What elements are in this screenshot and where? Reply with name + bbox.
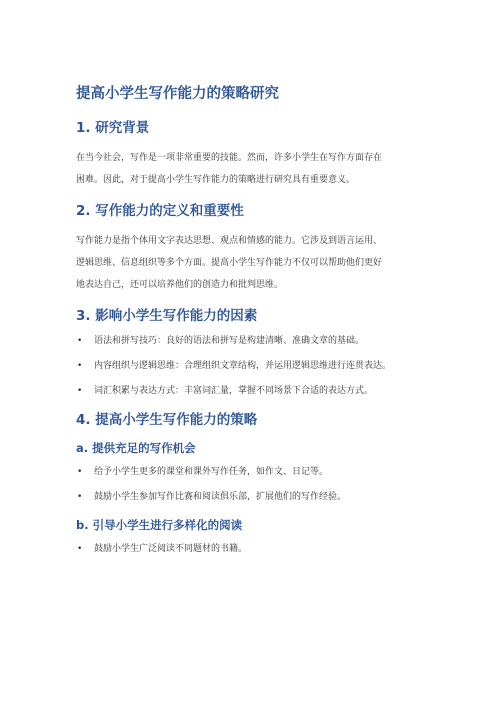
section-2-heading: 2. 写作能力的定义和重要性 — [76, 203, 244, 219]
list-item — [76, 466, 482, 479]
section-2-paragraph — [76, 230, 482, 296]
document-body — [76, 84, 482, 568]
paragraph-line: 在当今社会，写作是一项非常重要的技能。然而，许多小学生在写作方面存在 — [76, 153, 383, 163]
subsection-b-bullet-list — [76, 543, 482, 556]
subsection-b-heading: b. 引导小学生进行多样化的阅读 — [76, 518, 243, 532]
section-3-heading: 3. 影响小学生写作能力的因素 — [76, 308, 258, 324]
bullet-icon: • — [77, 544, 83, 554]
list-item-text: 内容组织与逻辑思维：合理组织文章结构，并运用逻辑思维进行连贯表达。 — [94, 361, 392, 371]
subsection-a-heading: a. 提供充足的写作机会 — [76, 441, 196, 455]
subsection-a-bullet-list — [76, 466, 482, 504]
paragraph-line: 写作能力是指个体用文字表达思想、观点和情感的能力。它涉及到语言运用、 — [76, 236, 383, 246]
list-item — [76, 543, 482, 556]
paragraph-line: 地表达自己，还可以培养他们的创造力和批判思维。 — [76, 280, 284, 290]
bullet-icon: • — [77, 467, 83, 477]
bullet-icon: • — [77, 492, 83, 502]
bullet-icon: • — [77, 386, 83, 396]
section-1-heading: 1. 研究背景 — [76, 120, 150, 136]
bullet-icon: • — [77, 361, 83, 371]
list-item-text: 给予小学生更多的课堂和课外写作任务，如作文、日记等。 — [94, 467, 329, 477]
list-item — [76, 385, 482, 398]
document-title: 提高小学生写作能力的策略研究 — [76, 86, 279, 102]
list-item-text: 词汇积累与表达方式：丰富词汇量，掌握不同场景下合适的表达方式。 — [94, 386, 374, 396]
paragraph-line: 困难。因此，对于提高小学生写作能力的策略进行研究具有重要意义。 — [76, 175, 356, 185]
list-item — [76, 491, 482, 504]
section-1-paragraph — [76, 147, 482, 191]
list-item-text: 鼓励小学生广泛阅读不同题材的书籍。 — [94, 544, 248, 554]
list-item — [76, 335, 482, 348]
section-3-bullet-list — [76, 335, 482, 398]
section-4-heading: 4. 提高小学生写作能力的策略 — [76, 412, 258, 428]
list-item — [76, 360, 482, 373]
paragraph-line: 逻辑思维、信息组织等多个方面。提高小学生写作能力不仅可以帮助他们更好 — [76, 258, 383, 268]
list-item-text: 语法和拼写技巧：良好的语法和拼写是构建清晰、准确文章的基础。 — [94, 336, 365, 346]
bullet-icon: • — [77, 336, 83, 346]
list-item-text: 鼓励小学生参加写作比赛和阅读俱乐部，扩展他们的写作经验。 — [94, 492, 347, 502]
